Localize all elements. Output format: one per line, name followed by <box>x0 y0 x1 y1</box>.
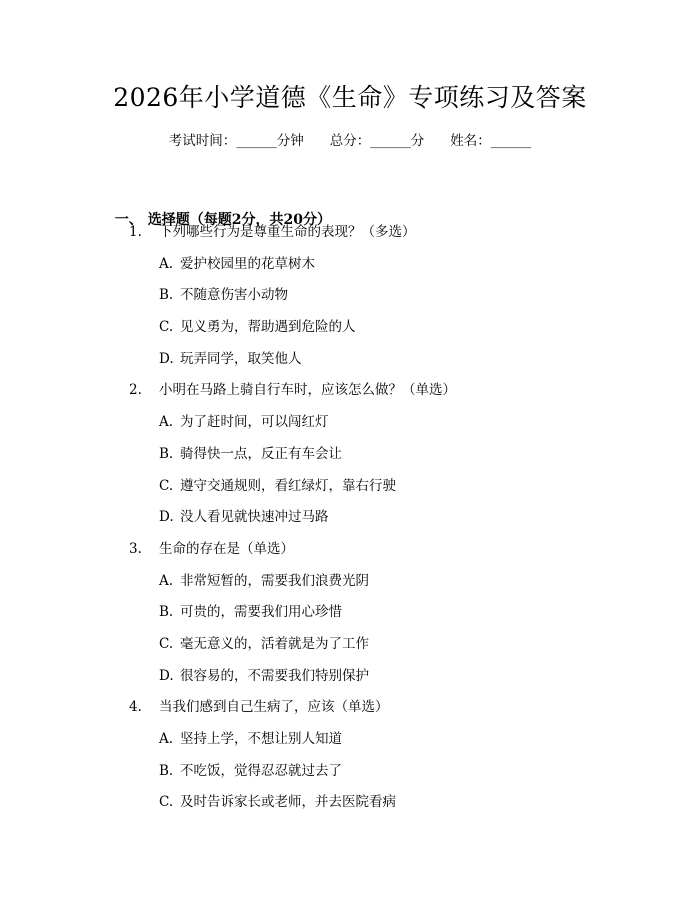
option-letter: A. <box>159 255 174 272</box>
answer-option[interactable] <box>0 792 700 824</box>
question-text: 当我们感到自己生病了，应该（单选） <box>159 699 389 716</box>
question-text: 生命的存在是（单选） <box>159 540 294 557</box>
option-letter: D. <box>159 667 174 684</box>
page-title: 2026年小学道德《生命》专项练习及答案 <box>113 83 587 112</box>
question-number: 4. <box>129 699 142 716</box>
option-letter: B. <box>159 604 174 621</box>
option-text: 骑得快一点，反正有车会让 <box>180 445 342 462</box>
question-number: 3. <box>129 540 142 557</box>
exam-time-field: 考试时间：______分钟 <box>168 133 304 149</box>
option-letter: A. <box>159 731 174 747</box>
option-text: 坚持上学，不想让别人知道 <box>180 731 342 747</box>
option-letter: A. <box>159 572 174 589</box>
answer-option[interactable] <box>0 254 700 286</box>
option-letter: C. <box>159 477 174 494</box>
question-item <box>0 697 700 729</box>
option-text: 见义勇为，帮助遇到危险的人 <box>180 319 356 336</box>
answer-option[interactable] <box>0 476 700 508</box>
answer-option[interactable] <box>0 634 700 666</box>
option-text: 很容易的，不需要我们特别保护 <box>180 667 369 684</box>
question-text: 小明在马路上骑自行车时，应该怎么做？（单选） <box>159 382 456 399</box>
total-score-field: 总分：______分 <box>329 133 425 149</box>
answer-option[interactable] <box>0 602 700 634</box>
answer-option[interactable] <box>0 285 700 317</box>
answer-option[interactable] <box>0 412 700 444</box>
question-number: 2. <box>129 382 142 399</box>
option-letter: C. <box>159 635 174 652</box>
section-number: 一、 <box>114 212 143 228</box>
option-text: 为了赶时间，可以闯红灯 <box>180 414 329 431</box>
answer-option[interactable] <box>0 666 700 698</box>
question-list <box>0 222 700 824</box>
option-letter: B. <box>159 287 174 304</box>
option-text: 非常短暂的，需要我们浪费光阴 <box>180 572 369 589</box>
student-name-field: 姓名：______ <box>450 133 532 149</box>
question-item <box>0 539 700 571</box>
option-letter: B. <box>159 762 174 779</box>
option-text: 玩弄同学，取笑他人 <box>180 350 302 367</box>
option-letter: A. <box>159 414 174 431</box>
option-text: 没人看见就快速冲过马路 <box>180 509 329 526</box>
question-number: 1. <box>129 224 142 240</box>
section-title: 选择题（每题2分，共20分） <box>147 212 331 228</box>
option-text: 不随意伤害小动物 <box>180 287 288 304</box>
option-text: 及时告诉家长或老师，并去医院看病 <box>180 794 396 811</box>
option-letter: D. <box>159 509 174 526</box>
answer-option[interactable] <box>0 761 700 793</box>
answer-option[interactable] <box>0 444 700 476</box>
option-text: 爱护校园里的花草树木 <box>180 255 315 272</box>
answer-option[interactable] <box>0 349 700 381</box>
exam-info <box>0 131 700 151</box>
question-item <box>0 380 700 412</box>
answer-option[interactable] <box>0 571 700 603</box>
option-letter: B. <box>159 445 174 462</box>
answer-option[interactable] <box>0 317 700 349</box>
option-letter: C. <box>159 319 174 336</box>
option-text: 不吃饭，觉得忍忍就过去了 <box>180 762 342 779</box>
option-text: 遵守交通规则，看红绿灯，靠右行驶 <box>180 477 396 494</box>
option-letter: C. <box>159 794 174 811</box>
option-letter: D. <box>159 350 174 367</box>
option-text: 毫无意义的，活着就是为了工作 <box>180 635 369 652</box>
option-text: 可贵的，需要我们用心珍惜 <box>180 604 342 621</box>
question-text: 下列哪些行为是尊重生命的表现？（多选） <box>159 224 416 240</box>
question-item <box>0 222 700 254</box>
answer-option[interactable] <box>0 507 700 539</box>
answer-option[interactable] <box>0 729 700 761</box>
